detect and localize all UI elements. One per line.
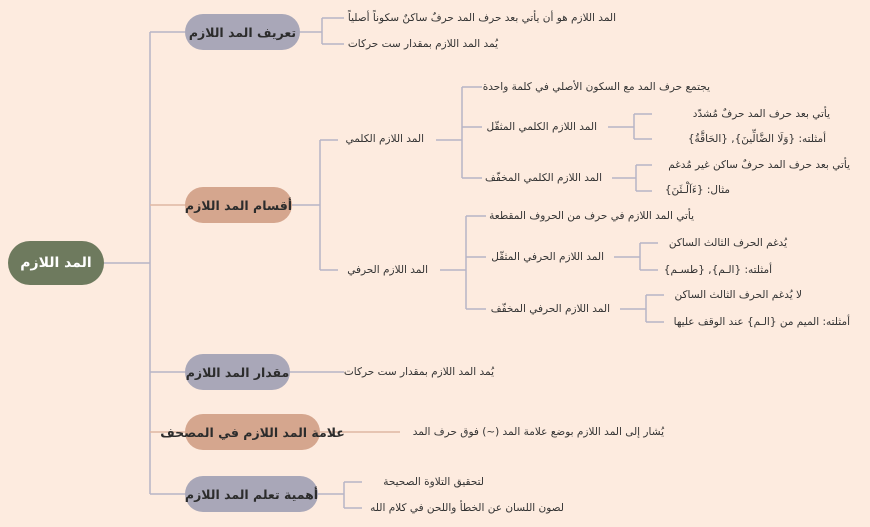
harfi-muthaqqal-item-2: أمثلته: {الـم}, {طسـم}	[663, 264, 772, 276]
kalimi-muthaqqal-spine	[608, 114, 652, 139]
kalimi-node[interactable]: المد اللازم الكلمي	[345, 133, 424, 145]
importance-item-1: لتحقيق التلاوة الصحيحة	[383, 476, 484, 488]
importance-node[interactable]: أهمية تعلم المد اللازم	[185, 476, 318, 512]
harfi-muthaqqal-node[interactable]: المد اللازم الحرفي المثقّل	[491, 251, 604, 263]
harfi-mukhaffaf-spine	[620, 295, 664, 322]
definition-node[interactable]: تعريف المد اللازم	[185, 14, 300, 50]
divisions-spine	[292, 140, 338, 270]
kalimi-mukhaffaf-node[interactable]: المد اللازم الكلمي المخفّف	[484, 172, 602, 184]
definition-item-1: المد اللازم هو أن يأتي بعد حرف المد حرفٌ ساكنٌ سكوناً أصلياً	[347, 12, 616, 24]
harfi-spine	[440, 216, 486, 309]
harfi-muthaqqal-item-1: يُدغم الحرف الثالث الساكن	[668, 237, 787, 249]
definition-item-2: يُمد المد اللازم بمقدار ست حركات	[347, 38, 498, 50]
root-node[interactable]: المد اللازم	[8, 241, 104, 285]
kalimi-mukhaffaf-item-1: يأتي بعد حرف المد حرفٌ ساكن غير مُدغم	[668, 159, 850, 171]
kalimi-muthaqqal-item-1: يأتي بعد حرف المد حرفٌ مُشدّد	[692, 108, 830, 120]
harfi-mukhaffaf-item-1: لا يُدغم الحرف الثالث الساكن	[674, 289, 802, 301]
importance-item-2: لصون اللسان عن الخطأ واللحن في كلام الله	[370, 502, 564, 514]
harfi-node[interactable]: المد اللازم الحرفي	[347, 264, 428, 276]
definition-spine	[300, 18, 344, 44]
harfi-mukhaffaf-item-2: أمثلته: الميم من {الـم} عند الوقف عليها	[673, 316, 850, 328]
kalimi-muthaqqal-node[interactable]: المد اللازم الكلمي المثقّل	[486, 121, 597, 133]
importance-spine	[318, 482, 362, 508]
divisions-node[interactable]: أقسام المد اللازم	[185, 187, 292, 223]
kalimi-spine	[436, 87, 482, 178]
kalimi-desc: يجتمع حرف المد مع السكون الأصلي في كلمة واحدة	[482, 81, 710, 93]
kalimi-mukhaffaf-spine	[612, 165, 652, 191]
harfi-mukhaffaf-node[interactable]: المد اللازم الحرفي المخفّف	[490, 303, 610, 315]
kalimi-mukhaffaf-item-2: مثال: {ءَآلْـئَنَ}	[664, 184, 730, 196]
amount-item: يُمد المد اللازم بمقدار ست حركات	[343, 366, 494, 378]
kalimi-muthaqqal-item-2: أمثلته: {وَلَا الضَّالِّينَ}, {الحَاقَّةُ}	[687, 133, 826, 145]
amount-node[interactable]: مقدار المد اللازم	[185, 354, 290, 390]
mark-node[interactable]: علامة المد اللازم في المصحف	[185, 414, 320, 450]
harfi-muthaqqal-spine	[614, 243, 658, 270]
harfi-desc: يأتي المد اللازم في حرف من الحروف المقطعة	[489, 210, 694, 222]
mark-item: يُشار إلى المد اللازم بوضع علامة المد (~) فوق حرف المد	[412, 426, 664, 438]
